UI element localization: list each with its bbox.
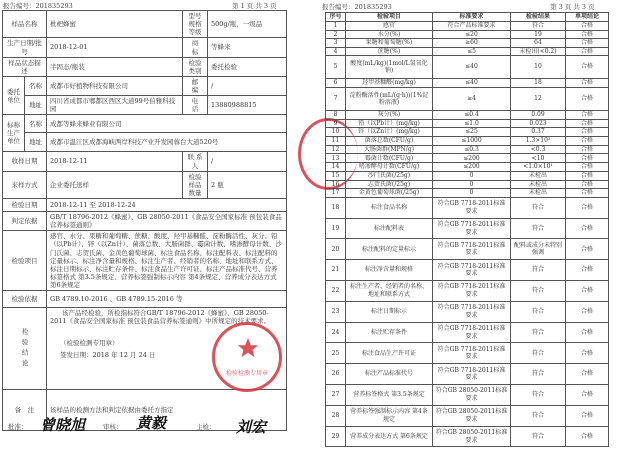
table-row — [326, 426, 609, 447]
remark: 该样品的检测方法和判定依据由委托方指定 — [47, 390, 287, 431]
review-label: 审核： — [103, 423, 123, 431]
standard: ≤40 — [433, 56, 511, 79]
conclusion: 该产品经检验，所检指标符合GB/T 18796-2012《蜂蜜》、GB 28050-2011《食品安全国家标准 预包装食品营养标签通则》中所规定的技术要求。 — [50, 309, 271, 326]
label: 收样日期 — [3, 152, 47, 171]
label: 商 标 — [183, 38, 208, 57]
standard: ≤200 — [433, 154, 511, 163]
label: 地址 — [25, 133, 47, 152]
signatures — [8, 412, 288, 442]
result: <1.0×10¹ — [511, 163, 566, 172]
standard: ≤40 — [433, 79, 511, 88]
result: 符合 — [511, 22, 566, 31]
label: 备 注 — [3, 390, 47, 431]
standard: 符合GB 7718-2011标准要求 — [433, 239, 511, 260]
standard: 符合GB 7718-2011标准要求 — [433, 364, 511, 385]
test-item: 金黄色葡萄球菌(/25g) — [346, 189, 433, 198]
page-number-page3: 第 3 页 共 3 页 — [550, 3, 595, 11]
standard: 符合GB 28050-2011标准要求 — [433, 385, 511, 406]
label: 判定依据 — [3, 212, 47, 231]
row-number: 4 — [326, 47, 346, 56]
row-number: 11 — [326, 137, 346, 146]
table-row — [326, 189, 609, 198]
row-number: 27 — [326, 385, 346, 406]
row-number: 12 — [326, 145, 346, 154]
row-number: 17 — [326, 189, 346, 198]
brand: 等蜂来 — [208, 38, 287, 57]
verdict: 合格 — [566, 197, 609, 218]
label: 名称 — [25, 76, 47, 95]
test-item: 标注生产者、经销者的名称、地址和联系方式 — [346, 281, 433, 302]
test-signature: 刘宏 — [236, 418, 267, 436]
verdict: 合格 — [566, 218, 609, 239]
verdict: 合格 — [566, 88, 609, 111]
judgment-basis: GB/T 18796-2012《蜂蜜》、GB 28050-2011《食品安全国家标准 预包装食品营养标签通则》 — [47, 212, 287, 231]
label: 委托单位 — [3, 76, 25, 115]
result: 未检出 — [511, 180, 566, 189]
row-number: 6 — [326, 79, 346, 88]
test-item: 志贺氏菌(/25g) — [346, 180, 433, 189]
standard: ≤1000 — [433, 137, 511, 146]
standard: 符合GB 7718-2011标准要求 — [433, 281, 511, 302]
sample-quantity: 2 瓶 — [208, 171, 287, 198]
test-item: 水分(%) — [346, 30, 433, 39]
test-item: 羟甲基糠醛(mg/kg) — [346, 79, 433, 88]
stamp-text: 检验检测专用章 — [225, 370, 268, 377]
table-row — [326, 88, 609, 111]
standard: 0 — [433, 171, 511, 180]
seal-note: （检验检测专用章） — [60, 339, 119, 348]
test-date: 2018-12-11 至 2018-12-24 — [47, 199, 287, 212]
table-row — [326, 137, 609, 146]
row-number: 9 — [326, 119, 346, 128]
verdict: 合格 — [566, 239, 609, 260]
row-number: 7 — [326, 88, 346, 111]
result: 配料或成分未特别强调 — [511, 239, 566, 260]
page-number: 第 1 页 共 3 页 — [232, 2, 277, 10]
approve-label: 批准： — [8, 423, 28, 431]
result: 10 — [511, 56, 566, 79]
verdict: 合格 — [566, 47, 609, 56]
result: 符合 — [511, 385, 566, 406]
result: 19 — [511, 30, 566, 39]
result: 符合 — [511, 260, 566, 281]
row-number: 22 — [326, 281, 346, 302]
result: 0.023 — [511, 119, 566, 128]
report-number-page3: 报告编号：201835293 — [322, 3, 392, 11]
standard: 符合GB 7718-2011标准要求 — [433, 218, 511, 239]
table-row — [326, 56, 609, 79]
test-type: 委托检验 — [208, 57, 287, 76]
row-number: 19 — [326, 218, 346, 239]
test-item: 灰分(%) — [346, 111, 433, 120]
result: 1.3×10² — [511, 137, 566, 146]
verdict: 合格 — [566, 301, 609, 322]
table-row — [326, 79, 609, 88]
maker-address: 成都市温江区成都海峡两岸科技产业开发园蓉台大道520号 — [47, 133, 287, 152]
spec: 500g/瓶，一级品 — [208, 11, 287, 38]
label: 检验结论 — [3, 308, 47, 390]
table-row — [326, 239, 609, 260]
column-header: 检验项目 — [346, 13, 433, 22]
label: 标称生产单位 — [3, 115, 25, 152]
verdict: 合格 — [566, 119, 609, 128]
label: 检验样品数量 — [183, 171, 208, 198]
table-row — [326, 128, 609, 137]
table-row — [326, 322, 609, 343]
test-item: 标注配料表 — [346, 218, 433, 239]
table-row — [326, 385, 609, 406]
test-item: 营养成分表达方式 第6条规定 — [346, 426, 433, 447]
result: 未检出 — [511, 189, 566, 198]
table-row — [326, 111, 609, 120]
test-label: 主检： — [196, 423, 216, 431]
verdict: 合格 — [566, 111, 609, 120]
row-number: 10 — [326, 128, 346, 137]
zip: / — [208, 76, 287, 95]
test-item: 营养标签强制标示内容 第4条规定 — [346, 405, 433, 426]
result: <0.3 — [511, 145, 566, 154]
review-signature: 黄毅 — [136, 414, 167, 432]
label: 型号规格等级 — [183, 11, 208, 38]
test-item: 蔗糖(%) — [346, 47, 433, 56]
table-row — [326, 163, 609, 172]
production-date: 2018-12-01 — [47, 38, 183, 57]
table-row — [326, 364, 609, 385]
standard: ≥60 — [433, 39, 511, 48]
result: 未检出 — [511, 171, 566, 180]
standard: 符合GB 7718-2011标准要求 — [433, 343, 511, 364]
verdict: 合格 — [566, 163, 609, 172]
label: 检验类别 — [183, 57, 208, 76]
client-address: 四川省成都市郫都区西区大道99号伯雅科技园 — [47, 96, 183, 115]
test-item: 标注贮存条件 — [346, 322, 433, 343]
standard: ≤200 — [433, 163, 511, 172]
verdict: 合格 — [566, 79, 609, 88]
standard: 0 — [433, 180, 511, 189]
test-item: 标注日期标示 — [346, 301, 433, 322]
result: 12 — [511, 88, 566, 111]
verdict: 合格 — [566, 189, 609, 198]
standard: 符合产品标准要求 — [433, 22, 511, 31]
standard: 符合GB 7718-2011标准要求 — [433, 301, 511, 322]
verdict: 合格 — [566, 137, 609, 146]
standard: 符合GB 28050-2011标准要求 — [433, 405, 511, 426]
verdict: 合格 — [566, 39, 609, 48]
column-header: 标准要求 — [433, 13, 511, 22]
standard: ≤0.4 — [433, 111, 511, 120]
label: 联 系 人 — [183, 152, 208, 171]
verdict: 合格 — [566, 322, 609, 343]
row-number: 8 — [326, 111, 346, 120]
table-row — [326, 22, 609, 31]
row-number: 15 — [326, 171, 346, 180]
results-table — [325, 12, 609, 447]
row-number: 24 — [326, 322, 346, 343]
client-name: 成都市好植物科技有限公司 — [47, 76, 183, 95]
column-header: 检验结果 — [511, 13, 566, 22]
verdict: 合格 — [566, 22, 609, 31]
label: 电 话 — [183, 96, 208, 115]
row-number: 16 — [326, 180, 346, 189]
verdict: 合格 — [566, 260, 609, 281]
standard: ≤1.0 — [433, 119, 511, 128]
table-row — [326, 171, 609, 180]
test-item: 标注产品标准代号 — [346, 364, 433, 385]
label: 检验日期 — [3, 199, 47, 212]
standard: ≤0.3 — [433, 145, 511, 154]
test-item: 淀粉酶活性(mL/(g·h))(1%淀粉溶液) — [346, 88, 433, 111]
label: 邮 编 — [183, 76, 208, 95]
standard: ≥4 — [433, 88, 511, 111]
result: 符合 — [511, 218, 566, 239]
sample-state: 半固态/瓶装 — [47, 57, 183, 76]
result: 符合 — [511, 364, 566, 385]
test-item: 霉菌计数(CFU/g) — [346, 154, 433, 163]
label: 检验项目 — [3, 231, 47, 291]
result: 未检出(<0.2) — [511, 47, 566, 56]
table-row — [326, 39, 609, 48]
table-row — [326, 260, 609, 281]
table-row — [326, 145, 609, 154]
table-row — [326, 301, 609, 322]
received-date: 2018-12-11 — [47, 152, 183, 171]
result: 18 — [511, 79, 566, 88]
table-row — [326, 405, 609, 426]
label: 检验依据 — [3, 291, 47, 308]
table-row — [326, 281, 609, 302]
maker-name: 成都等蜂来蜂业有限公司 — [47, 115, 287, 133]
row-number: 20 — [326, 239, 346, 260]
result: 64 — [511, 39, 566, 48]
test-item: 大肠菌群(MPN/g) — [346, 145, 433, 154]
result: 符合 — [511, 405, 566, 426]
row-number: 14 — [326, 163, 346, 172]
row-number: 23 — [326, 301, 346, 322]
verdict: 合格 — [566, 180, 609, 189]
column-header: 序号 — [326, 13, 346, 22]
result: 符合 — [511, 301, 566, 322]
test-item: 沙门氏菌(/25g) — [346, 171, 433, 180]
row-number: 13 — [326, 154, 346, 163]
test-item: 标注食品名称 — [346, 197, 433, 218]
label: 样品状态描述 — [3, 57, 47, 76]
verdict: 合格 — [566, 364, 609, 385]
test-item: 感官 — [346, 22, 433, 31]
verdict: 合格 — [566, 343, 609, 364]
table-row — [326, 119, 609, 128]
standard: 0 — [433, 189, 511, 198]
standard: ≤20 — [433, 30, 511, 39]
table-row — [326, 218, 609, 239]
row-number: 29 — [326, 426, 346, 447]
test-item: 锌（以Zn计）(mg/kg) — [346, 128, 433, 137]
label: 来样方式 — [3, 171, 47, 198]
test-item: 果糖和葡萄糖(%) — [346, 39, 433, 48]
verdict: 合格 — [566, 128, 609, 137]
test-item: 酸度(mL/kg)(1mol/L氢氧化钠) — [346, 56, 433, 79]
verdict: 合格 — [566, 30, 609, 39]
verdict: 合格 — [566, 171, 609, 180]
test-item: 嗜渗酵母计数(CFU/g) — [346, 163, 433, 172]
verdict: 合格 — [566, 385, 609, 406]
column-header: 单项结论 — [566, 13, 609, 22]
test-item: 菌落总数(CFU/g) — [346, 137, 433, 146]
test-item: 营养标签格式 第3.5条规定 — [346, 385, 433, 406]
table-row — [326, 343, 609, 364]
verdict: 合格 — [566, 426, 609, 447]
standard: ≤5 — [433, 47, 511, 56]
standard: 符合GB 28050-2011标准要求 — [433, 426, 511, 447]
standard: ≤25 — [433, 128, 511, 137]
result: 0.09 — [511, 111, 566, 120]
result: 符合 — [511, 343, 566, 364]
verdict: 合格 — [566, 281, 609, 302]
verdict: 合格 — [566, 405, 609, 426]
standard: 符合GB 7718-2011标准要求 — [433, 260, 511, 281]
table-row — [326, 197, 609, 218]
row-number: 21 — [326, 260, 346, 281]
result: <10 — [511, 154, 566, 163]
row-number: 26 — [326, 364, 346, 385]
row-number: 25 — [326, 343, 346, 364]
result: 符合 — [511, 281, 566, 302]
table-row — [326, 154, 609, 163]
standard: 符合GB 7718-2011标准要求 — [433, 197, 511, 218]
standard: 符合GB 7718-2011标准要求 — [433, 322, 511, 343]
row-number: 5 — [326, 56, 346, 79]
result: 符合 — [511, 322, 566, 343]
official-stamp — [212, 322, 282, 392]
row-number: 1 — [326, 22, 346, 31]
verdict: 合格 — [566, 145, 609, 154]
label: 名称 — [25, 115, 47, 133]
result: 符合 — [511, 197, 566, 218]
test-item: 铅（以Pb计）(mg/kg) — [346, 119, 433, 128]
approve-signature: 曾晓旭 — [40, 416, 86, 434]
result: 符合 — [511, 426, 566, 447]
row-number: 2 — [326, 30, 346, 39]
table-row — [326, 180, 609, 189]
test-item: 标注净含量和规格 — [346, 260, 433, 281]
test-method-basis: GB 4789.10-2016 、GB 4789.15-2016 等 — [47, 291, 287, 308]
phone: 13880988815 — [208, 96, 287, 115]
row-number: 18 — [326, 197, 346, 218]
star-icon — [237, 337, 259, 359]
report-number: 报告编号：201835293 — [3, 2, 73, 10]
verdict: 合格 — [566, 56, 609, 79]
table-row — [326, 30, 609, 39]
contact: / — [208, 152, 287, 171]
issue-date: 签发日期：2018 年 12 月 24 日 — [60, 350, 156, 359]
test-item: 标注食品生产许可证 — [346, 343, 433, 364]
result: 0.37 — [511, 128, 566, 137]
verdict: 合格 — [566, 154, 609, 163]
label: 样品名称 — [3, 11, 47, 38]
row-number: 3 — [326, 39, 346, 48]
sample-name: 枇杷蜂蜜 — [47, 11, 183, 38]
label: 地址 — [25, 96, 47, 115]
test-item: 标注配料的定量标示 — [346, 239, 433, 260]
label: 生产日期/批号 — [3, 38, 47, 57]
sampling-method: 企业委托送样 — [47, 171, 183, 198]
table-row — [326, 47, 609, 56]
row-number: 28 — [326, 405, 346, 426]
test-items: 感官、水分、果糖和葡萄糖、蔗糖、酸度、羟甲基糠醛、淀粉酶活性、灰分、铅（以Pb计）、锌（以Zn计）、菌落总数、大肠菌群、霉菌计数、嗜渗酵母计数、沙门氏菌、志贺氏菌、金黄色葡萄球菌、标注食品名称、标注配料表、标注配料的定量标示、标注净含量和规格、标注生产者、经销者的名称、地址和联系方式、标注日期标示、标注贮存条件、标注食品生产许可证、标注产品标准代号、营养标签格式 第3.5条规定、营养标签强制标示内容 第4条规定、营养成分表达方式 第6条规定 — [47, 231, 287, 291]
